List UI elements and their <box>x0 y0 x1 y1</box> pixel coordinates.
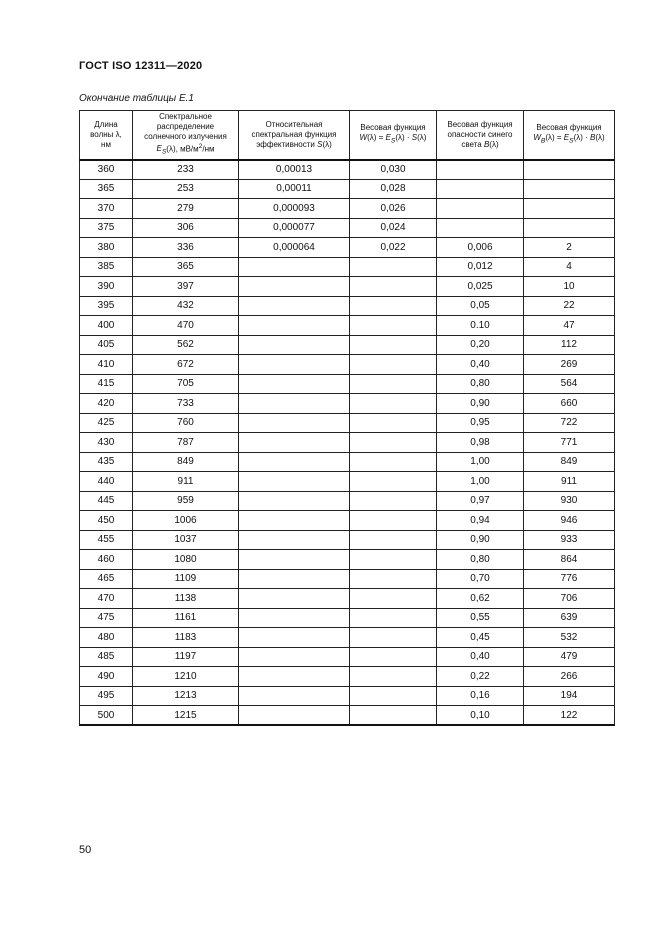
table-cell: 911 <box>524 472 615 492</box>
table-cell: 0,16 <box>437 686 524 706</box>
table-cell: 705 <box>133 374 239 394</box>
table-cell: 420 <box>80 394 133 414</box>
table-cell: 1213 <box>133 686 239 706</box>
table-cell: 395 <box>80 296 133 316</box>
table-cell: 733 <box>133 394 239 414</box>
table-cell: 1006 <box>133 511 239 531</box>
document-header: ГОСТ ISO 12311—2020 <box>79 60 203 72</box>
table-cell: 1,00 <box>437 452 524 472</box>
table-cell: 562 <box>133 335 239 355</box>
table-cell: 397 <box>133 277 239 297</box>
table-row <box>80 569 615 589</box>
table-row <box>80 667 615 687</box>
table-cell: 375 <box>80 218 133 238</box>
table-cell: 4 <box>524 257 615 277</box>
table-row <box>80 686 615 706</box>
table-cell: 233 <box>133 160 239 180</box>
table-row <box>80 335 615 355</box>
header-blue-weighting-function: Весовая функция $W_B(\lambda) = E_S(\lambda) \cdot B(\lambda)$ <box>524 111 615 160</box>
table-cell <box>350 374 437 394</box>
table-cell: 490 <box>80 667 133 687</box>
table-cell: 660 <box>524 394 615 414</box>
table-cell <box>239 472 350 492</box>
table-cell: 0.10 <box>437 316 524 336</box>
table-cell: 470 <box>133 316 239 336</box>
table-cell <box>350 257 437 277</box>
table-cell: 430 <box>80 433 133 453</box>
table-cell: 440 <box>80 472 133 492</box>
table-row <box>80 433 615 453</box>
table-cell: 1215 <box>133 706 239 726</box>
table-cell <box>350 491 437 511</box>
table-cell: 0,22 <box>437 667 524 687</box>
table-cell <box>239 257 350 277</box>
table-cell <box>350 472 437 492</box>
table-cell: 385 <box>80 257 133 277</box>
table-row <box>80 238 615 258</box>
table-cell: 0,94 <box>437 511 524 531</box>
table-cell: 1138 <box>133 589 239 609</box>
table-cell <box>524 218 615 238</box>
table-cell: 0,62 <box>437 589 524 609</box>
table-row <box>80 277 615 297</box>
table-cell <box>239 316 350 336</box>
header-relative-efficiency: Относительная спектральная функция эффективности S(λ) <box>239 111 350 160</box>
table-cell: 0,45 <box>437 628 524 648</box>
table-cell <box>350 511 437 531</box>
table-cell: 787 <box>133 433 239 453</box>
table-cell: 22 <box>524 296 615 316</box>
table-cell: 479 <box>524 647 615 667</box>
table-cell: 455 <box>80 530 133 550</box>
table-row <box>80 355 615 375</box>
table-cell: 365 <box>80 179 133 199</box>
table-cell <box>524 179 615 199</box>
table-row <box>80 257 615 277</box>
table-cell <box>239 569 350 589</box>
table-cell: 0,95 <box>437 413 524 433</box>
table-cell <box>350 589 437 609</box>
table-cell: 47 <box>524 316 615 336</box>
table-cell <box>350 667 437 687</box>
table-cell <box>350 296 437 316</box>
table-cell: 1080 <box>133 550 239 570</box>
table-cell: 390 <box>80 277 133 297</box>
table-cell: 0,70 <box>437 569 524 589</box>
table-row <box>80 550 615 570</box>
table-cell: 0,40 <box>437 355 524 375</box>
table-cell: 380 <box>80 238 133 258</box>
table-row <box>80 452 615 472</box>
table-cell: 0,028 <box>350 179 437 199</box>
table-cell: 0,98 <box>437 433 524 453</box>
table-cell <box>524 160 615 180</box>
table-cell: 400 <box>80 316 133 336</box>
table-cell: 432 <box>133 296 239 316</box>
table-cell <box>239 647 350 667</box>
table-cell: 0,10 <box>437 706 524 726</box>
table-row <box>80 296 615 316</box>
table-cell: 849 <box>133 452 239 472</box>
table-cell: 0,000064 <box>239 238 350 258</box>
table-cell: 0,80 <box>437 374 524 394</box>
table-cell: 405 <box>80 335 133 355</box>
table-cell: 470 <box>80 589 133 609</box>
table-cell: 564 <box>524 374 615 394</box>
table-row <box>80 179 615 199</box>
table-cell: 435 <box>80 452 133 472</box>
table-row <box>80 218 615 238</box>
table-row <box>80 530 615 550</box>
table-cell: 911 <box>133 472 239 492</box>
table-cell: 450 <box>80 511 133 531</box>
table-row <box>80 706 615 726</box>
page-number: 50 <box>79 844 92 856</box>
table-cell: 864 <box>524 550 615 570</box>
table-cell: 722 <box>524 413 615 433</box>
header-blue-light-hazard: Весовая функция опасности синего света B(λ) <box>437 111 524 160</box>
table-cell <box>239 335 350 355</box>
table-cell: 1210 <box>133 667 239 687</box>
table-cell: 0,90 <box>437 530 524 550</box>
table-cell <box>239 706 350 726</box>
table-cell: 959 <box>133 491 239 511</box>
table-cell <box>350 433 437 453</box>
table-cell <box>239 413 350 433</box>
table-header-row <box>80 111 615 160</box>
table-cell: 776 <box>524 569 615 589</box>
table-cell <box>350 608 437 628</box>
table-cell <box>350 569 437 589</box>
table-cell: 1,00 <box>437 472 524 492</box>
table-cell: 194 <box>524 686 615 706</box>
table-cell: 460 <box>80 550 133 570</box>
table-cell: 0,012 <box>437 257 524 277</box>
table-cell <box>239 550 350 570</box>
table-cell: 771 <box>524 433 615 453</box>
table-cell: 0,006 <box>437 238 524 258</box>
table-cell <box>239 667 350 687</box>
table-cell <box>350 530 437 550</box>
table-caption: Окончание таблицы Е.1 <box>79 93 194 104</box>
table-cell: 2 <box>524 238 615 258</box>
table-cell: 760 <box>133 413 239 433</box>
table-cell: 269 <box>524 355 615 375</box>
table-cell <box>350 686 437 706</box>
header-solar-distribution: Спектральное распределение солнечного излучения $E_S(\lambda)$, $мВ/м^2/нм$ <box>133 111 239 160</box>
table-row <box>80 394 615 414</box>
table-cell <box>239 530 350 550</box>
table-cell: 465 <box>80 569 133 589</box>
table-row <box>80 511 615 531</box>
table-cell: 0,022 <box>350 238 437 258</box>
table-cell: 0,55 <box>437 608 524 628</box>
table-cell: 672 <box>133 355 239 375</box>
table-cell: 1037 <box>133 530 239 550</box>
table-cell <box>524 199 615 219</box>
table-cell: 0,000093 <box>239 199 350 219</box>
table-cell: 0,20 <box>437 335 524 355</box>
table-cell: 0,80 <box>437 550 524 570</box>
table-cell: 500 <box>80 706 133 726</box>
table-cell <box>350 452 437 472</box>
table-cell <box>350 394 437 414</box>
table-row <box>80 413 615 433</box>
table-cell: 485 <box>80 647 133 667</box>
spectral-table <box>79 110 615 726</box>
table-cell: 0,00011 <box>239 179 350 199</box>
table-cell: 415 <box>80 374 133 394</box>
table-cell <box>239 433 350 453</box>
table-cell: 849 <box>524 452 615 472</box>
table-cell <box>350 316 437 336</box>
table-cell: 253 <box>133 179 239 199</box>
table-row <box>80 316 615 336</box>
table-row <box>80 628 615 648</box>
table-cell: 122 <box>524 706 615 726</box>
table-cell: 933 <box>524 530 615 550</box>
table-cell: 360 <box>80 160 133 180</box>
table-cell: 0,00013 <box>239 160 350 180</box>
table-row <box>80 589 615 609</box>
table-row <box>80 491 615 511</box>
table-cell: 445 <box>80 491 133 511</box>
table-cell: 10 <box>524 277 615 297</box>
header-weighting-function: Весовая функция $W(\lambda) = E_S(\lambda) \cdot S(\lambda)$ <box>350 111 437 160</box>
table-cell: 279 <box>133 199 239 219</box>
table-cell <box>239 686 350 706</box>
header-wavelength: Длина волны λ, нм <box>80 111 133 160</box>
table-cell <box>350 647 437 667</box>
table-cell: 0,030 <box>350 160 437 180</box>
table-cell <box>350 550 437 570</box>
table-cell: 1109 <box>133 569 239 589</box>
table-row <box>80 199 615 219</box>
table-cell: 1161 <box>133 608 239 628</box>
table-cell <box>437 199 524 219</box>
table-cell: 336 <box>133 238 239 258</box>
table-cell <box>350 706 437 726</box>
table-cell: 475 <box>80 608 133 628</box>
table-row <box>80 160 615 180</box>
table-body <box>80 160 615 726</box>
table-cell: 365 <box>133 257 239 277</box>
table-cell <box>239 394 350 414</box>
table-cell <box>239 374 350 394</box>
table-cell: 0,40 <box>437 647 524 667</box>
table-cell <box>239 589 350 609</box>
table-cell: 410 <box>80 355 133 375</box>
table-cell: 266 <box>524 667 615 687</box>
table-cell <box>437 160 524 180</box>
table-cell <box>239 491 350 511</box>
table-cell: 480 <box>80 628 133 648</box>
table-cell <box>239 511 350 531</box>
table-cell: 0,97 <box>437 491 524 511</box>
table-cell: 0,024 <box>350 218 437 238</box>
table-cell: 112 <box>524 335 615 355</box>
table-cell: 0,026 <box>350 199 437 219</box>
table-cell: 0,000077 <box>239 218 350 238</box>
table-row <box>80 608 615 628</box>
table-cell: 1197 <box>133 647 239 667</box>
table-cell <box>437 179 524 199</box>
table-cell: 495 <box>80 686 133 706</box>
table-cell <box>350 355 437 375</box>
table-cell: 532 <box>524 628 615 648</box>
table-cell: 930 <box>524 491 615 511</box>
table-cell <box>239 608 350 628</box>
table-cell: 639 <box>524 608 615 628</box>
table-cell: 425 <box>80 413 133 433</box>
table-cell: 370 <box>80 199 133 219</box>
table-row <box>80 374 615 394</box>
table-cell: 306 <box>133 218 239 238</box>
table-cell: 1183 <box>133 628 239 648</box>
table-cell: 0,025 <box>437 277 524 297</box>
table-cell <box>239 296 350 316</box>
table-cell <box>239 355 350 375</box>
table-row <box>80 472 615 492</box>
table-cell <box>239 452 350 472</box>
table-cell <box>350 335 437 355</box>
table-cell <box>350 413 437 433</box>
table-cell <box>437 218 524 238</box>
table-row <box>80 647 615 667</box>
table-cell <box>239 628 350 648</box>
table-cell: 0,90 <box>437 394 524 414</box>
table-cell <box>350 628 437 648</box>
table-cell <box>350 277 437 297</box>
table-cell: 0,05 <box>437 296 524 316</box>
table-cell: 946 <box>524 511 615 531</box>
table-cell: 706 <box>524 589 615 609</box>
table-cell <box>239 277 350 297</box>
